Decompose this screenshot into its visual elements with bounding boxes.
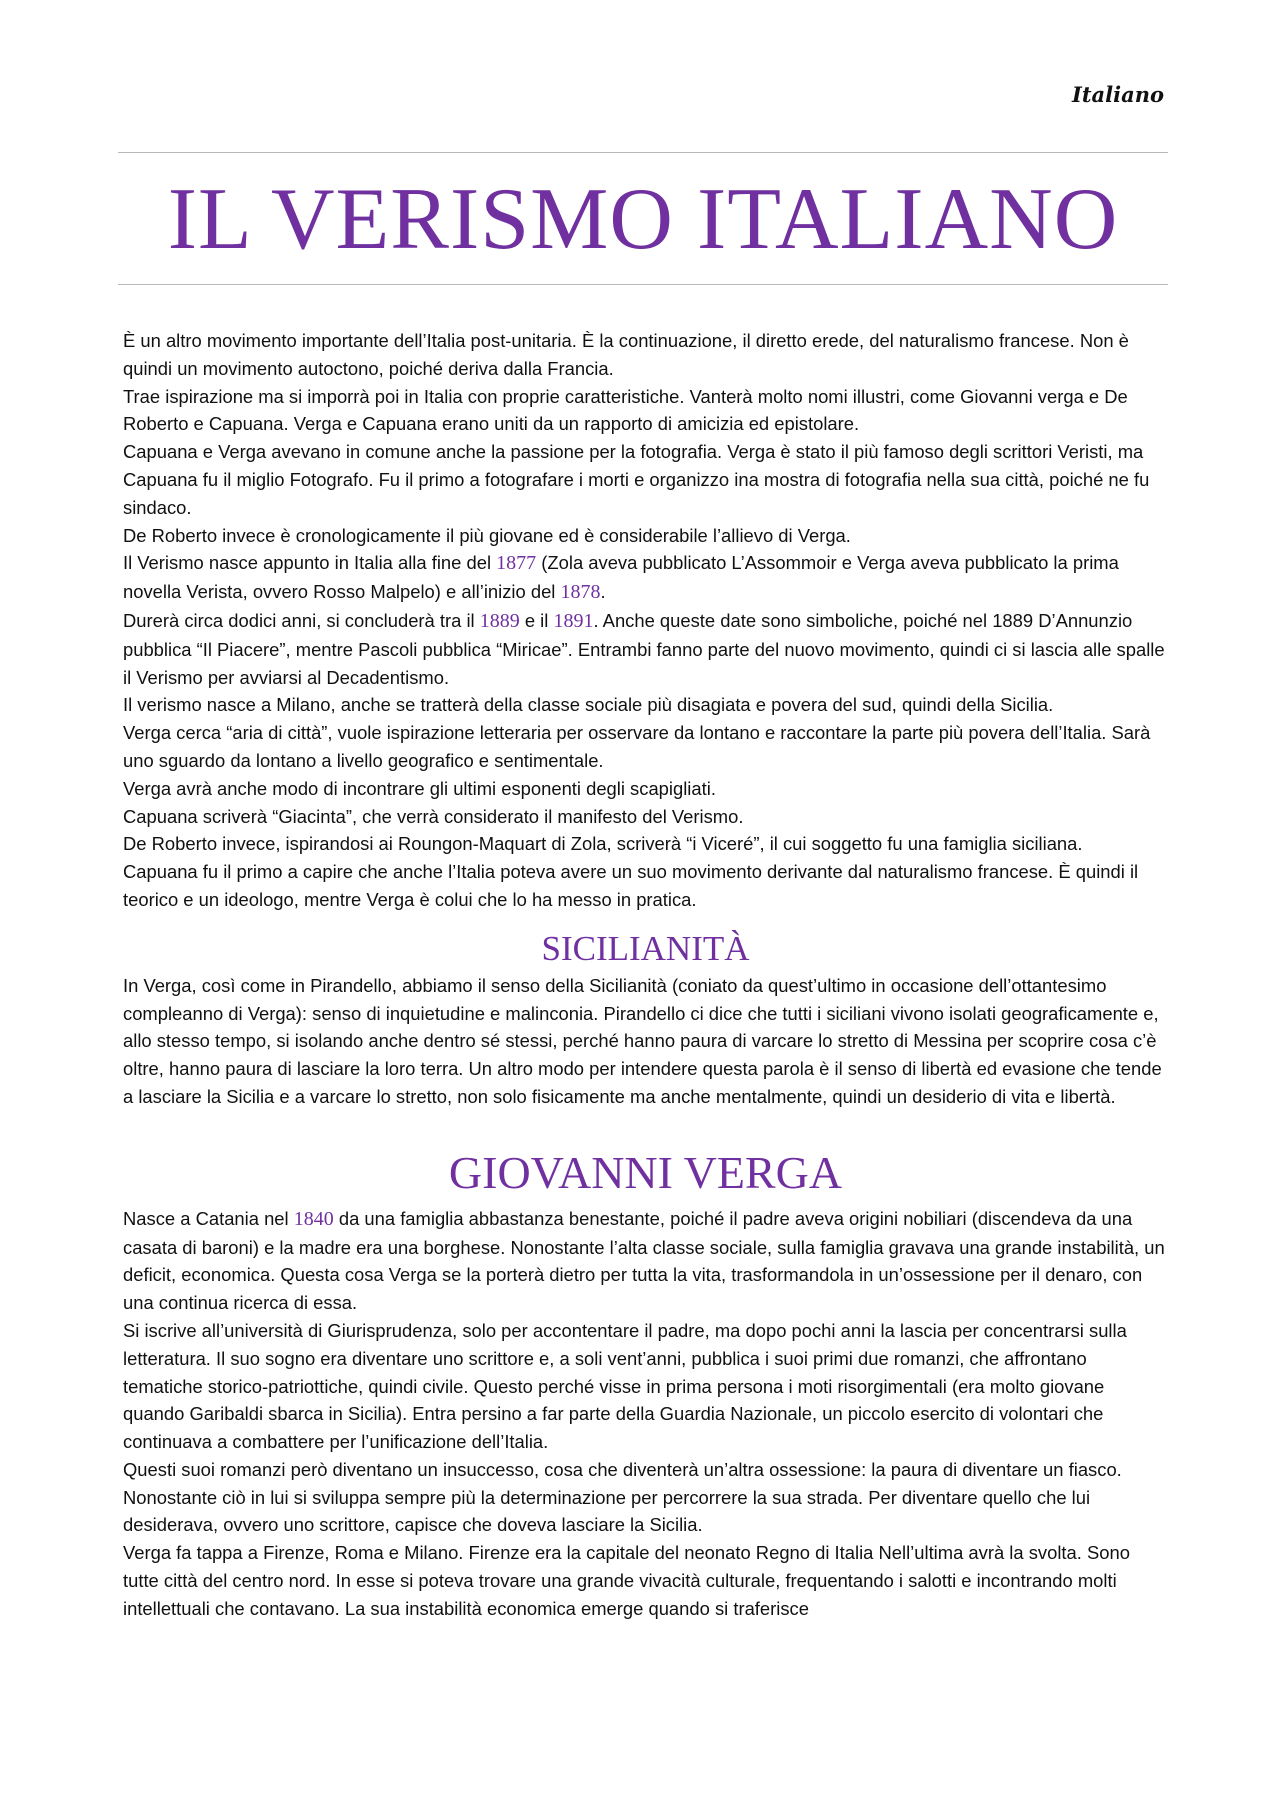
text-run: Durerà circa dodici anni, si concluderà tra il: [123, 609, 480, 631]
intro-paragraph: Capuana e Verga avevano in comune anche la passione per la fotografia. Verga è stato il più famoso degli scrittori Veristi, ma Capuana fu il miglio Fotografo. Fu il primo a fotografare i morti e organizzo ina mostra di fotografia nella sua città, poiché ne fu sindaco.: [123, 441, 1150, 518]
verga-heading: GIOVANNI VERGA: [448, 1146, 843, 1198]
intro-paragraph: [123, 607, 1168, 691]
text-run: Il Verismo nasce appunto in Italia alla fine del: [123, 552, 497, 574]
intro-paragraph: Trae ispirazione ma si imporrà poi in Italia con proprie caratteristiche. Vanterà molto nomi illustri, come Giovanni verga e De Roberto e Capuana. Verga e Capuana erano uniti da un rapporto di amicizia ed epistolare.: [123, 385, 1128, 435]
intro-paragraph: [123, 549, 1168, 607]
page-title: IL VERISMO ITALIANO: [167, 171, 1119, 268]
text-run: e il: [519, 609, 554, 631]
verga-paragraph: [123, 1205, 1168, 1317]
date-1877: 1877: [496, 552, 537, 575]
sicilianita-paragraph: In Verga, così come in Pirandello, abbiamo il senso della Sicilianità (coniato da quest’ultimo in occasione dell’ottantesimo compleanno di Verga): senso di inquietudine e malinconia. Pirandello ci dice che tutti i siciliani vivono isolati geograficamente e, allo stesso tempo, si isolando anche dentro sé stessi, perché hanno paura di varcare lo stretto di Messina per scoprire cosa c’è oltre, hanno paura di lasciare la loro terra. Un altro modo per intendere questa parola è il senso di libertà ed evasione che tende a lasciare la Sicilia e a varcare lo stretto, non solo fisicamente ma anche mentalmente, quindi un desiderio di vita e libertà.: [123, 974, 1162, 1107]
text-run: (Zola aveva pubblicato L’Assommoir e Verga aveva pubblicato la prima novella Verista, ovvero Rosso Malpelo) e all’inizio del: [123, 552, 1119, 603]
title-top-rule: [118, 152, 1168, 153]
intro-paragraph: Verga avrà anche modo di incontrare gli ultimi esponenti degli scapigliati.: [123, 777, 716, 799]
verga-paragraph: Si iscrive all’università di Giurisprudenza, solo per accontentare il padre, ma dopo pochi anni la lascia per concentrarsi sulla letteratura. Il suo sogno era diventare uno scrittore e, a soli vent’anni, pubblica i suoi primi due romanzi, che affrontano tematiche storico-patriottiche, quindi civile. Questo perché visse in prima persona i moti risorgimentali (era molto giovane quando Garibaldi sbarca in Sicilia). Entra persino a far parte della Guardia Nazionale, un piccolo esercito di volontari che continuava a combattere per l’unificazione dell’Italia.: [123, 1319, 1127, 1453]
intro-paragraph: Capuana fu il primo a capire che anche l’Italia poteva avere un suo movimento derivante dal naturalismo francese. È quindi il teorico e un ideologo, mentre Verga è colui che lo ha messo in pratica.: [123, 861, 1139, 910]
title-bottom-rule: [118, 284, 1168, 285]
text-run: Nasce a Catania nel: [123, 1207, 294, 1229]
date-1889: 1889: [479, 609, 520, 632]
date-1878: 1878: [560, 581, 601, 604]
header-subject-label: Italiano: [1072, 82, 1164, 107]
intro-paragraph: Capuana scriverà “Giacinta”, che verrà considerato il manifesto del Verismo.: [123, 805, 744, 827]
intro-paragraph: De Roberto invece è cronologicamente il più giovane ed è considerabile l’allievo di Verga.: [123, 524, 851, 546]
date-1840: 1840: [293, 1207, 334, 1230]
text-run: da una famiglia abbastanza benestante, poiché il padre aveva origini nobiliari (discendeva da una casata di baroni) e la madre era una borghese. Nonostante l’alta classe sociale, sulla famiglia gravava una grande instabilità, un deficit, economica. Questa cosa Verga se la porterà dietro per tutta la vita, trasformandola in un’ossessione per il denaro, con una continua ricerca di essa.: [123, 1207, 1165, 1314]
intro-paragraph: È un altro movimento importante dell’Italia post-unitaria. È la continuazione, il diretto erede, del naturalismo francese. Non è quindi un movimento autoctono, poiché deriva dalla Francia.: [123, 330, 1129, 379]
verga-paragraph: Questi suoi romanzi però diventano un insuccesso, cosa che diventerà un’altra ossessione: la paura di diventare un fiasco. Nonostante ciò in lui si sviluppa sempre più la determinazione per percorrere la sua strada. Per diventare quello che lui desiderava, ovvero uno scrittore, capisce che doveva lasciare la Sicilia.: [123, 1458, 1122, 1536]
date-1891: 1891: [553, 609, 594, 632]
intro-paragraph: Il verismo nasce a Milano, anche se tratterà della classe sociale più disagiata e povera del sud, quindi della Sicilia.: [123, 694, 1054, 716]
sicilianita-heading: SICILIANITÀ: [541, 928, 750, 968]
intro-paragraph: Verga cerca “aria di città”, vuole ispirazione letteraria per osservare da lontano e raccontare la parte più povera dell’Italia. Sarà uno sguardo da lontano a livello geografico e sentimentale.: [123, 722, 1151, 771]
verga-paragraph: Verga fa tappa a Firenze, Roma e Milano. Firenze era la capitale del neonato Regno di Italia Nell’ultima avrà la svolta. Sono tutte città del centro nord. In esse si poteva trovare una grande vivacità culturale, frequentando i salotti e incontrando molti intellettuali che contavano. La sua instabilità economica emerge quando si traferisce: [123, 1542, 1130, 1619]
document-body: [123, 327, 1168, 1623]
text-run: . Anche queste date sono simboliche, poiché nel 1889 D’Annunzio pubblica “Il Piacere”, mentre Pascoli pubblica “Miricae”. Entrambi fanno parte del nuovo movimento, quindi ci si lascia alle spalle il Verismo per avviarsi al Decadentismo.: [123, 609, 1165, 688]
text-run: .: [600, 581, 606, 603]
intro-paragraph: De Roberto invece, ispirandosi ai Roungon-Maquart di Zola, scriverà “i Viceré”, il cui soggetto fu una famiglia siciliana.: [123, 833, 1083, 855]
